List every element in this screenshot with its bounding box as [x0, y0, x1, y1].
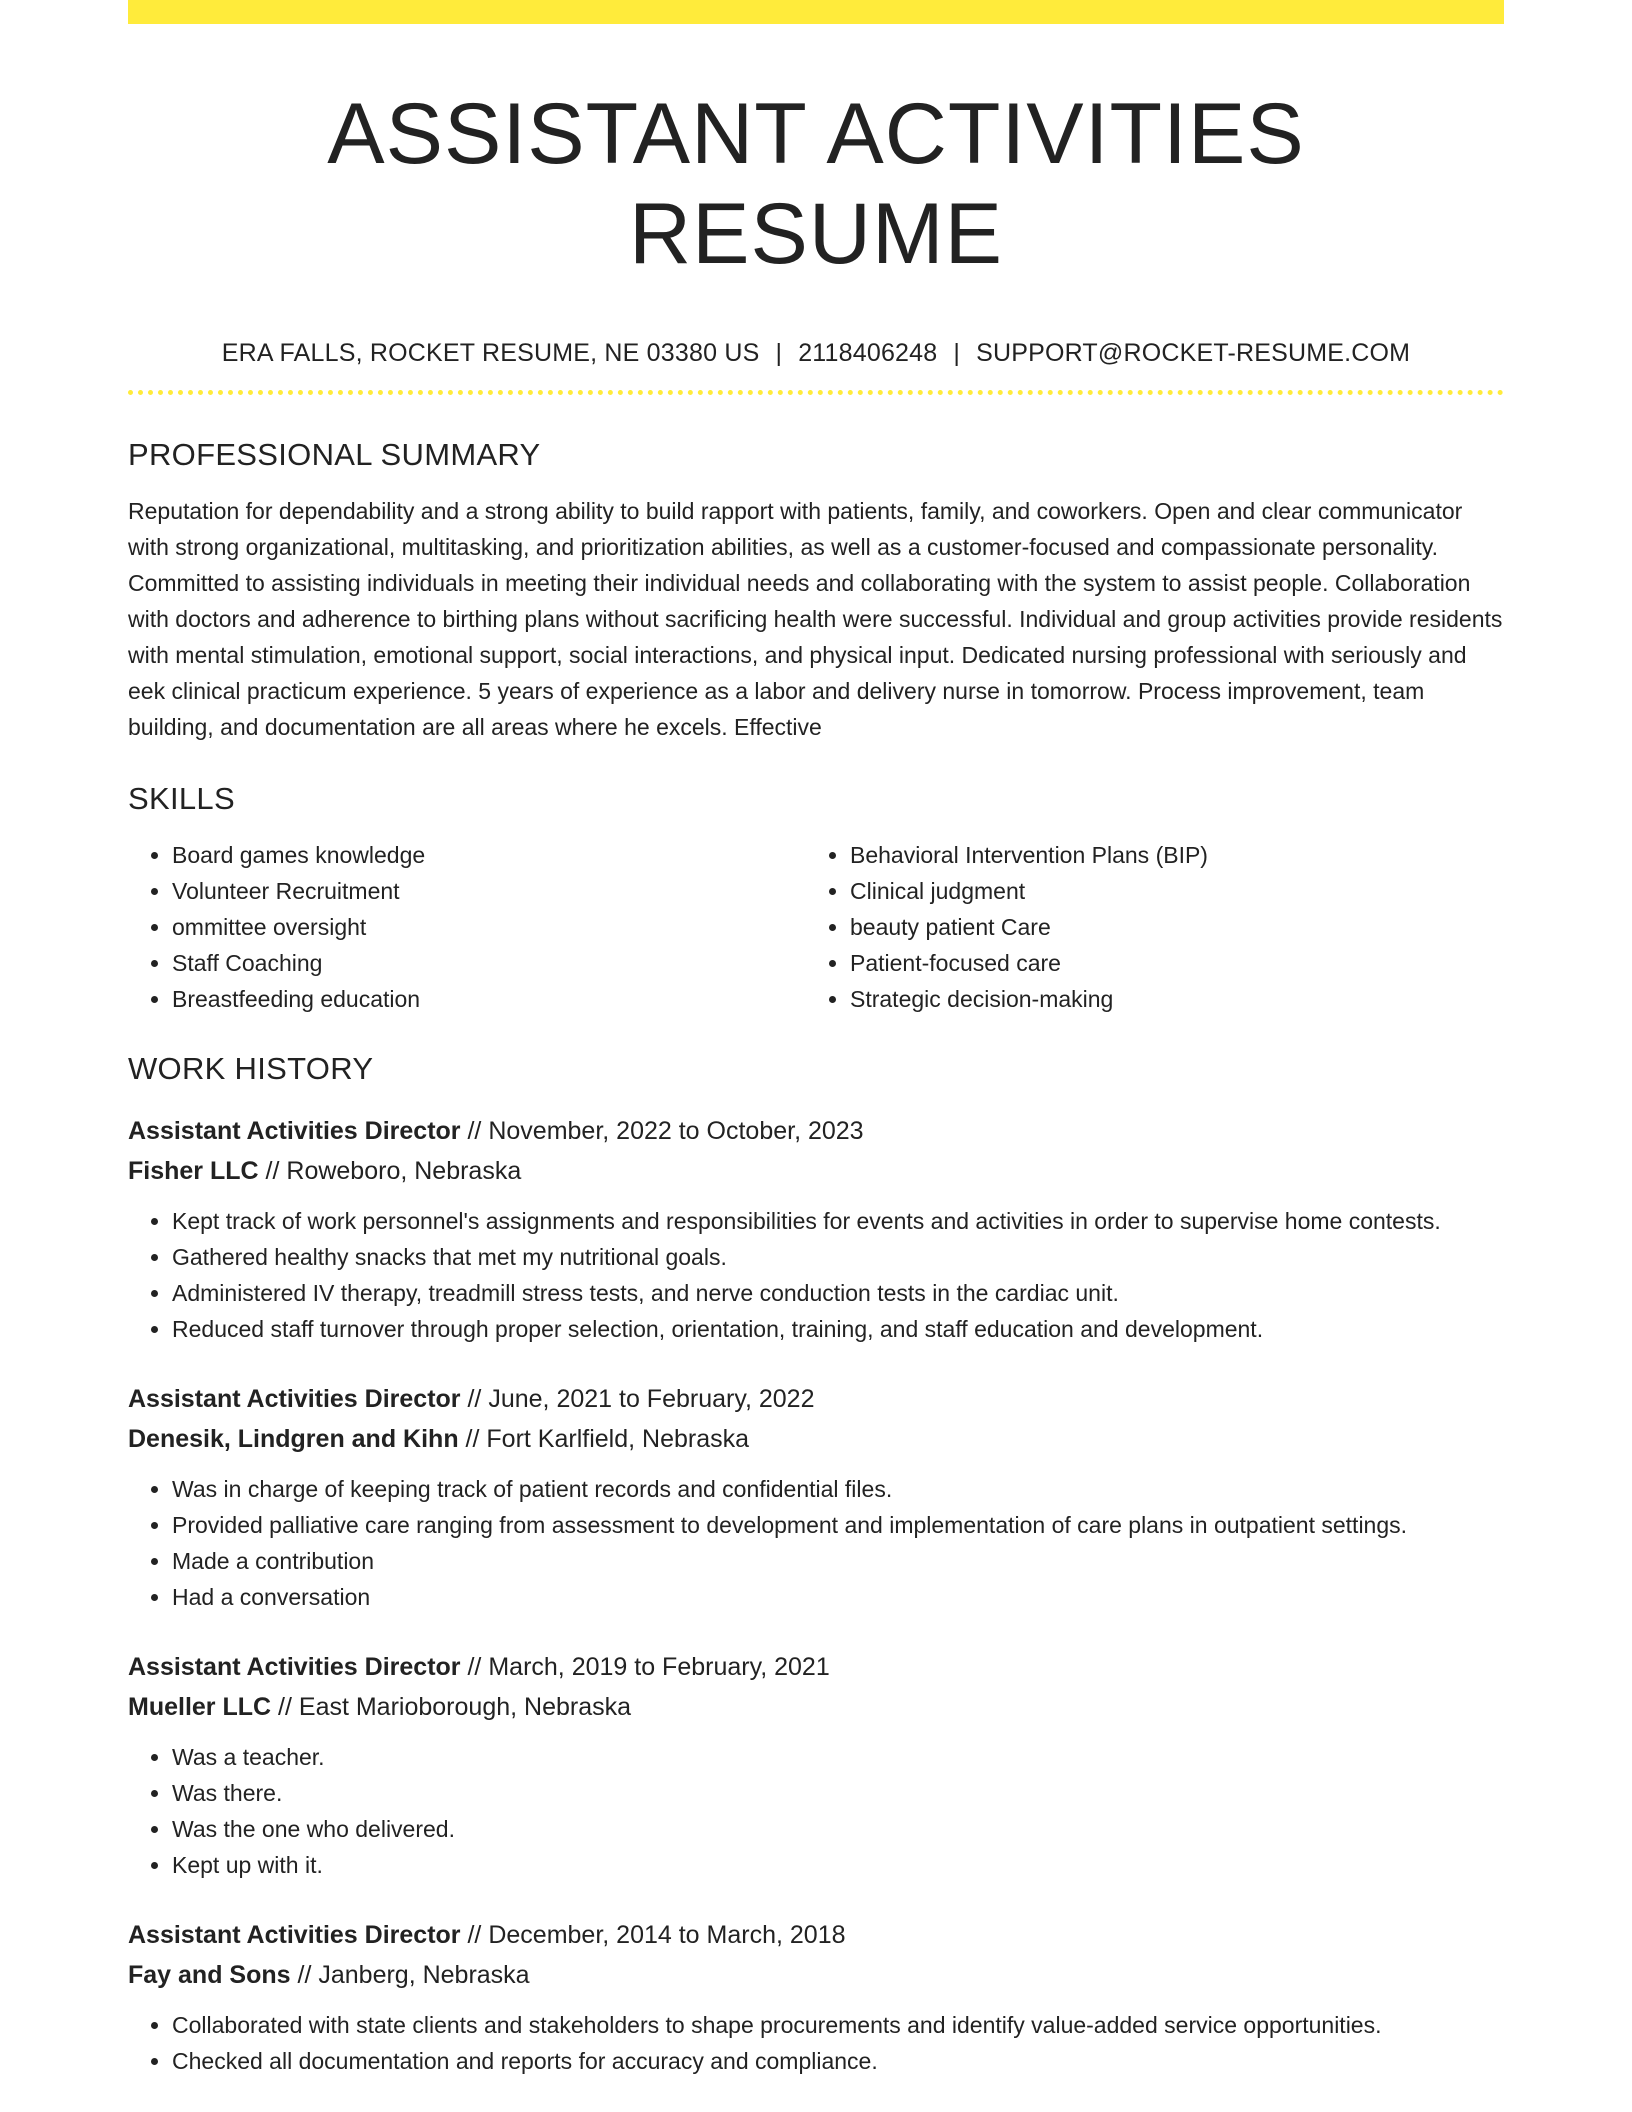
job-bullet: • Reduced staff turnover through proper selection, orientation, training, and staff education and development. [172, 1311, 1504, 1347]
resume-title: ASSISTANT ACTIVITIES RESUME [327, 86, 1305, 282]
job-location: Janberg, Nebraska [318, 1961, 530, 1989]
job-dates: June, 2021 to February, 2022 [488, 1385, 815, 1413]
job-title-line [128, 1111, 1504, 1151]
skill-item: • beauty patient Care [850, 909, 1484, 945]
skill-item: • Behavioral Intervention Plans (BIP) [850, 837, 1484, 873]
job-title-line [128, 1647, 1504, 1687]
job-title: Assistant Activities Director [128, 1653, 461, 1681]
job-bullet: • Administered IV therapy, treadmill stress tests, and nerve conduction tests in the cardiac unit. [172, 1275, 1504, 1311]
job-company: Mueller LLC [128, 1693, 272, 1721]
skill-item: • ommittee oversight [172, 909, 806, 945]
job-separator: // [467, 1921, 482, 1949]
job-title: Assistant Activities Director [128, 1921, 461, 1949]
resume-content [128, 24, 1504, 2079]
job-bullet: • Made a contribution [172, 1543, 1504, 1579]
job-bullet: • Was a teacher. [172, 1739, 1504, 1775]
job-bullets [128, 1471, 1504, 1615]
skill-item: • Volunteer Recruitment [172, 873, 806, 909]
job-entry [128, 1379, 1504, 1615]
job-bullet: • Collaborated with state clients and stakeholders to shape procurements and identify value-added service opportunities. [172, 2007, 1504, 2043]
job-company: Fay and Sons [128, 1961, 291, 1989]
job-location: East Marioborough, Nebraska [298, 1693, 632, 1721]
job-bullet: • Kept track of work personnel's assignments and responsibilities for events and activities in order to supervise home contests. [172, 1203, 1504, 1239]
job-company-line [128, 1955, 1504, 1995]
job-separator: // [278, 1693, 292, 1721]
job-company: Fisher LLC [128, 1157, 259, 1185]
job-title: Assistant Activities Director [128, 1385, 461, 1413]
job-separator: // [467, 1117, 482, 1145]
job-bullet: • Kept up with it. [172, 1847, 1504, 1883]
job-title-line [128, 1915, 1504, 1955]
job-separator: // [465, 1425, 480, 1453]
skills-column-left [128, 837, 806, 1017]
skill-item: • Strategic decision-making [850, 981, 1484, 1017]
job-dates: December, 2014 to March, 2018 [488, 1921, 846, 1949]
job-dates: March, 2019 to February, 2021 [488, 1653, 830, 1681]
top-accent-bar [128, 0, 1504, 24]
job-bullets [128, 1739, 1504, 1883]
skills-column-right [806, 837, 1484, 1017]
job-separator: // [467, 1653, 482, 1681]
contact-email: SUPPORT@ROCKET-RESUME.COM [976, 339, 1411, 367]
job-location: Roweboro, Nebraska [286, 1157, 522, 1185]
job-entry [128, 1111, 1504, 1347]
job-bullet: • Gathered healthy snacks that met my nutritional goals. [172, 1239, 1504, 1275]
job-bullets [128, 2007, 1504, 2079]
skill-item: • Clinical judgment [850, 873, 1484, 909]
skills-heading: SKILLS [128, 781, 235, 816]
job-bullet: • Had a conversation [172, 1579, 1504, 1615]
job-bullet: • Provided palliative care ranging from assessment to development and implementation of care plans in outpatient settings. [172, 1507, 1504, 1543]
skill-item: • Breastfeeding education [172, 981, 806, 1017]
contact-phone: 2118406248 [798, 339, 938, 367]
job-bullet: • Was in charge of keeping track of patient records and confidential files. [172, 1471, 1504, 1507]
contact-separator: | [775, 339, 783, 367]
job-title-line [128, 1379, 1504, 1419]
skill-item: • Board games knowledge [172, 837, 806, 873]
contact-line [128, 336, 1504, 370]
dotted-divider [128, 390, 1504, 395]
job-separator: // [467, 1385, 482, 1413]
job-company-line [128, 1151, 1504, 1191]
skills-list [128, 837, 1504, 1017]
skill-item: • Staff Coaching [172, 945, 806, 981]
job-bullet: • Checked all documentation and reports for accuracy and compliance. [172, 2043, 1504, 2079]
job-company: Denesik, Lindgren and Kihn [128, 1425, 459, 1453]
job-bullet: • Was the one who delivered. [172, 1811, 1504, 1847]
job-company-line [128, 1419, 1504, 1459]
job-title: Assistant Activities Director [128, 1117, 461, 1145]
job-location: Fort Karlfield, Nebraska [486, 1425, 750, 1453]
job-entry [128, 1647, 1504, 1883]
job-company-line [128, 1687, 1504, 1727]
job-bullets [128, 1203, 1504, 1347]
contact-address: ERA FALLS, ROCKET RESUME, NE 03380 US [221, 339, 760, 367]
skill-item: • Patient-focused care [850, 945, 1484, 981]
work-history-heading: WORK HISTORY [128, 1051, 374, 1086]
job-bullet: • Was there. [172, 1775, 1504, 1811]
job-separator: // [297, 1961, 312, 1989]
job-entry [128, 1915, 1504, 2079]
summary-heading: PROFESSIONAL SUMMARY [128, 437, 541, 472]
job-dates: November, 2022 to October, 2023 [488, 1117, 864, 1145]
job-separator: // [265, 1157, 280, 1185]
summary-text: Reputation for dependability and a strong ability to build rapport with patients, family, and coworkers. Open and clear communicator with strong organizational, multitasking, and prioritization abilities, as well as a customer-focused and compassionate personality. Committed to assisting individuals in meeting their individual needs and collaborating with the system to assist people. Collaboration with doctors and adherence to birthing plans without sacrificing health were successful. Individual and group activities provide residents with mental stimulation, emotional support, social interactions, and physical input. Dedicated nursing professional with seriously and eek clinical practicum experience. 5 years of experience as a labor and delivery nurse in tomorrow. Process improvement, team building, and documentation are all areas where he excels. Effective [128, 498, 1503, 740]
contact-separator: | [953, 339, 961, 367]
